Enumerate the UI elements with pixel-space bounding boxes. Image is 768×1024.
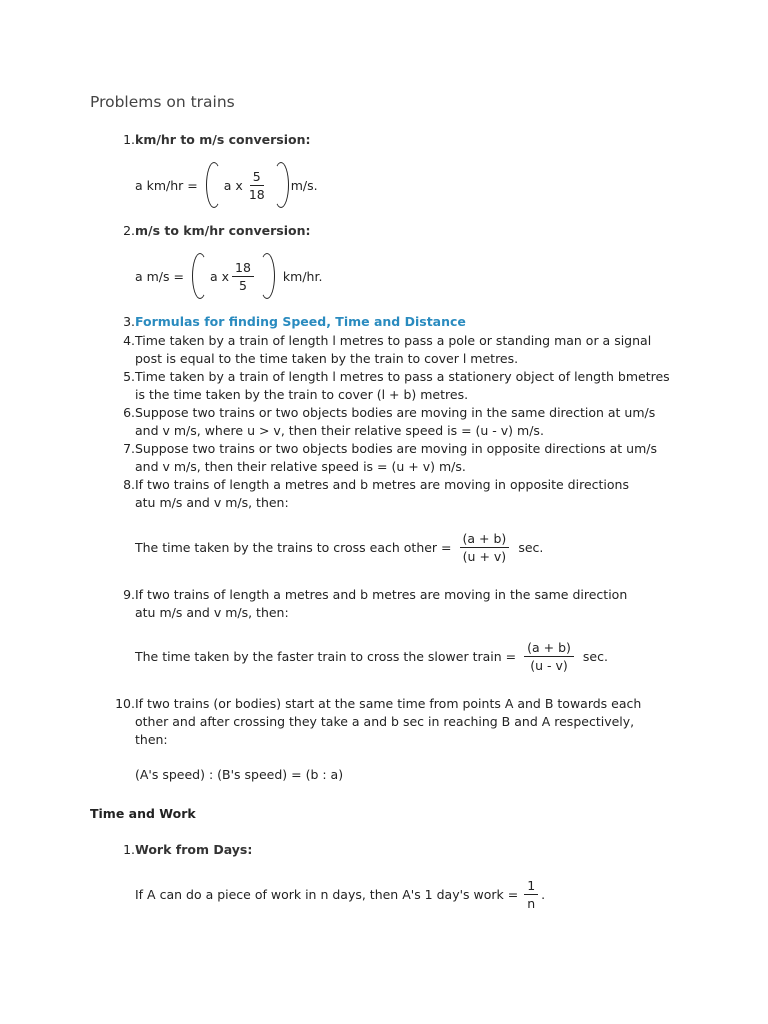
numerator: (a + b) — [460, 530, 510, 548]
item-number: 3. — [123, 314, 135, 329]
item-text-line: atu m/s and v m/s, then: — [135, 605, 289, 620]
formula-lhs: a m/s = — [135, 268, 184, 284]
list-item — [110, 440, 670, 476]
item-number: 1. — [123, 842, 135, 857]
item-text-line: and v m/s, where u > v, then their relative speed is = (u - v) m/s. — [135, 423, 544, 438]
item-text-line: Time taken by a train of length l metres to pass a pole or standing man or a signal — [135, 333, 652, 348]
numerator: 1 — [524, 877, 538, 895]
formula-unit: sec. — [582, 649, 608, 664]
item-text-line: Suppose two trains or two objects bodies are moving in opposite directions at um/s — [135, 441, 657, 456]
fraction — [524, 639, 574, 674]
list-item — [110, 222, 670, 240]
formula-unit: m/s. — [290, 177, 318, 193]
denominator: 18 — [248, 186, 265, 202]
list-item — [110, 841, 670, 859]
item-text-line: Time taken by a train of length l metres to pass a stationery object of length bmetres — [135, 369, 670, 384]
formula-inner: a x — [209, 268, 230, 284]
formulas-link[interactable]: Formulas for finding Speed, Time and Distance — [135, 314, 466, 329]
item-number: 5. — [123, 369, 135, 384]
formula-work-from-days — [135, 877, 545, 912]
item-number: 7. — [123, 441, 135, 456]
item-text-line: If two trains of length a metres and b metres are moving in opposite directions — [135, 477, 629, 492]
formula-lhs: a km/hr = — [135, 177, 198, 193]
list-item — [110, 313, 670, 331]
item-text-line: If two trains of length a metres and b metres are moving in the same direction — [135, 587, 628, 602]
item-number: 4. — [123, 333, 135, 348]
list-item — [110, 332, 670, 368]
fraction — [232, 259, 254, 294]
formula-same-direction-crossing — [135, 639, 608, 674]
formula-inner: a x — [223, 177, 243, 193]
section-title: Time and Work — [90, 806, 196, 821]
item-text-line: then: — [135, 732, 168, 747]
item-number: 8. — [123, 477, 135, 492]
fraction — [524, 877, 538, 912]
left-paren — [206, 162, 222, 208]
item-text-line: atu m/s and v m/s, then: — [135, 495, 289, 510]
left-paren — [192, 253, 208, 299]
list-item — [110, 695, 670, 749]
list-item — [110, 586, 670, 622]
item-number: 1. — [123, 132, 135, 147]
list-item — [110, 368, 670, 404]
item-text-line: If two trains (or bodies) start at the same time from points A and B towards each — [135, 696, 642, 711]
denominator: n — [527, 896, 536, 911]
formula-text: The time taken by the trains to cross each other = — [135, 540, 452, 555]
formula-text: The time taken by the faster train to cross the slower train = — [135, 649, 517, 664]
formula-text: (A's speed) : (B's speed) = (b : a) — [135, 767, 344, 782]
formula-unit: . — [541, 887, 546, 902]
item-text-line: post is equal to the time taken by the train to cover l metres. — [135, 351, 519, 366]
item-number: 10. — [115, 696, 135, 711]
denominator: (u - v) — [530, 658, 568, 673]
item-text-line: other and after crossing they take a and b sec in reaching B and A respectively, — [135, 714, 635, 729]
numerator: (a + b) — [524, 639, 574, 657]
denominator: 5 — [238, 277, 247, 293]
item-number: 6. — [123, 405, 135, 420]
denominator: (u + v) — [462, 549, 507, 564]
item-text-line: and v m/s, then their relative speed is = (u + v) m/s. — [135, 459, 466, 474]
item-number: 9. — [123, 587, 135, 602]
formula-kmhr-to-ms — [135, 162, 318, 208]
right-paren — [259, 253, 275, 299]
item-heading: Work from Days: — [135, 842, 253, 857]
formula-speed-ratio — [135, 767, 343, 782]
item-text-line: is the time taken by the train to cover (l + b) metres. — [135, 387, 469, 402]
fraction — [246, 168, 268, 203]
formula-text: If A can do a piece of work in n days, then A's 1 day's work = — [135, 887, 519, 902]
formula-unit: km/hr. — [282, 268, 323, 284]
formula-unit: sec. — [518, 540, 544, 555]
page-title: Problems on trains — [90, 93, 235, 111]
numerator: 5 — [250, 168, 264, 186]
list-item — [110, 476, 670, 512]
fraction — [460, 530, 510, 565]
item-number: 2. — [123, 223, 135, 238]
list-item — [110, 404, 670, 440]
list-item — [110, 131, 670, 149]
item-heading: km/hr to m/s conversion: — [135, 132, 311, 147]
formula-opposite-crossing — [135, 530, 543, 565]
right-paren — [273, 162, 289, 208]
item-text-line: Suppose two trains or two objects bodies are moving in the same direction at um/s — [135, 405, 656, 420]
formula-ms-to-kmhr — [135, 253, 322, 299]
item-heading: m/s to km/hr conversion: — [135, 223, 311, 238]
numerator: 18 — [232, 259, 254, 277]
